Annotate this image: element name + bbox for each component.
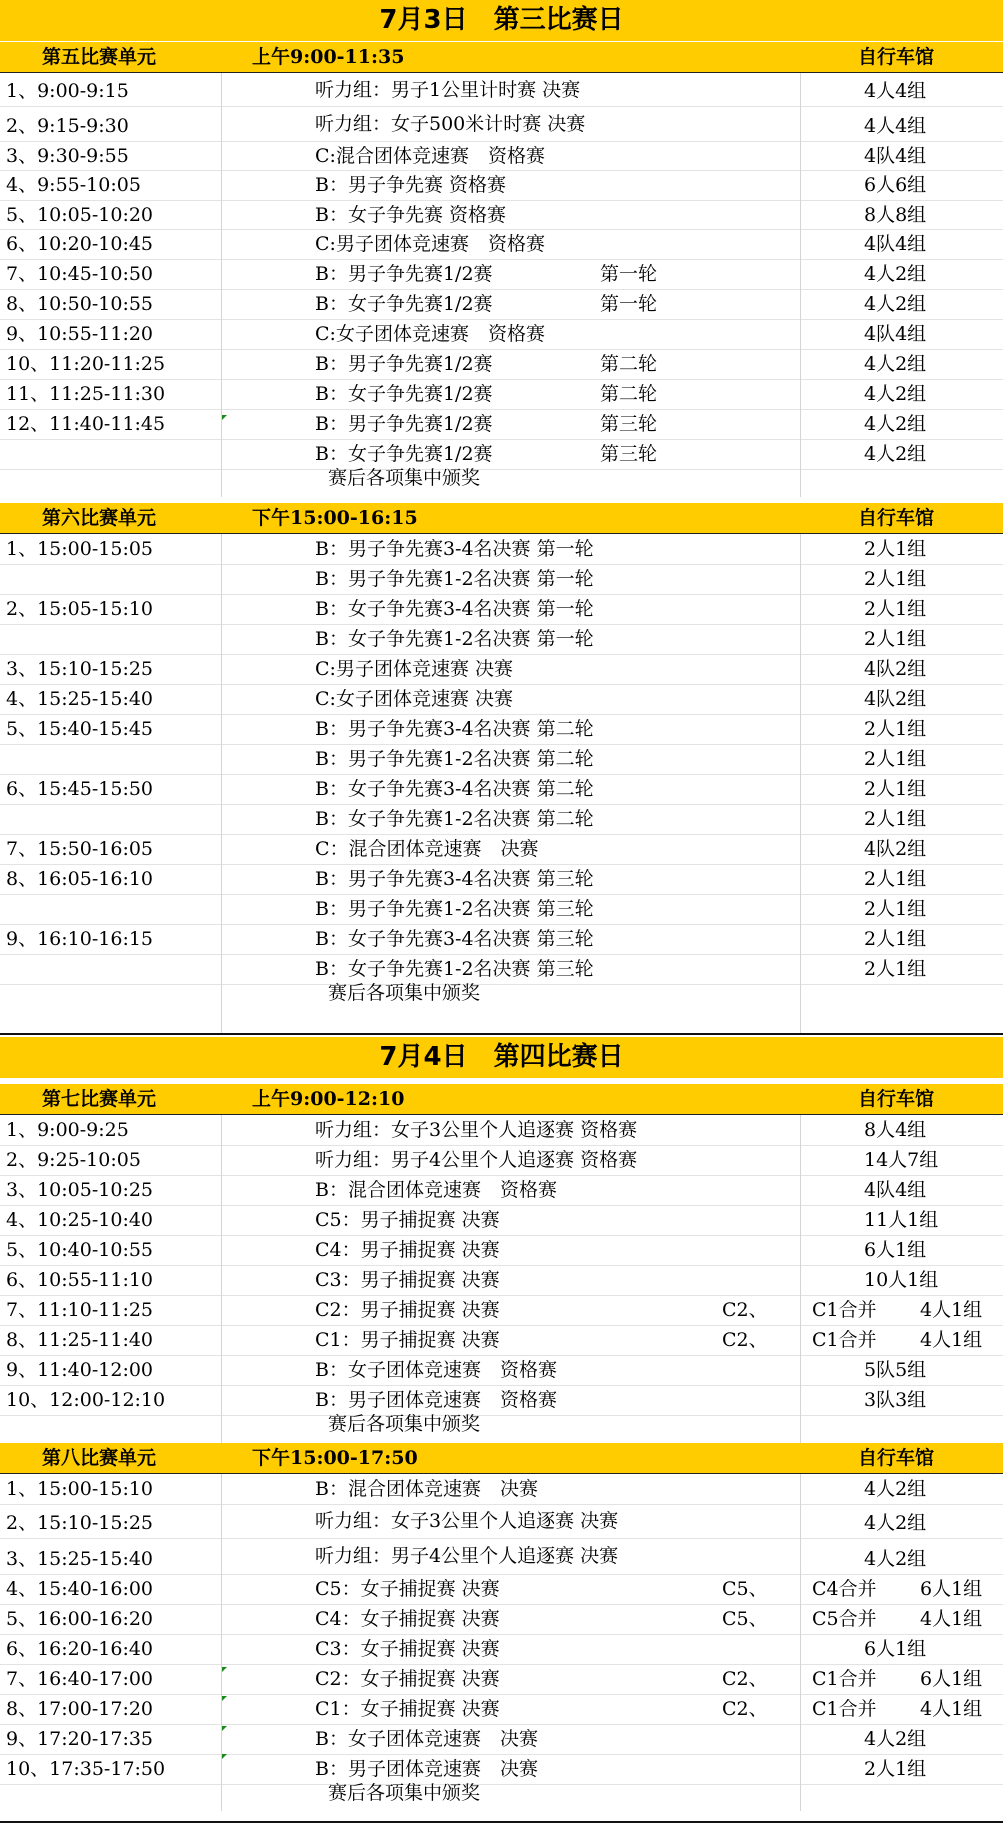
row-event: B：男子争先赛3-4名决赛 第一轮	[315, 538, 594, 560]
row-time: 12、11:40-11:45	[6, 413, 166, 435]
session-venue: 自行车馆	[858, 46, 935, 68]
row-groups: 4人1组	[920, 1299, 983, 1321]
row-event: 听力组：男子1公里计时赛 决赛	[315, 79, 581, 101]
award-note-row	[0, 1784, 1003, 1811]
row-groups: 8人8组	[864, 204, 927, 226]
column-divider	[221, 1474, 222, 1811]
session-name: 第七比赛单元	[42, 1088, 157, 1110]
row-time: 1、15:00-15:05	[6, 538, 154, 560]
row-event: B：女子团体竞速赛 资格赛	[315, 1359, 557, 1381]
row-event: C:女子团体竞速赛 资格赛	[315, 323, 545, 345]
row-groups: 4人2组	[864, 1548, 927, 1570]
schedule-row	[0, 1205, 1003, 1236]
schedule-row	[0, 954, 1003, 985]
row-time: 1、15:00-15:10	[6, 1478, 154, 1500]
schedule-row	[0, 1664, 1003, 1695]
row-time: 5、15:40-15:45	[6, 718, 154, 740]
row-round: 第二轮	[600, 353, 658, 375]
row-groups: 6人6组	[864, 174, 927, 196]
row-groups: 4人2组	[864, 353, 927, 375]
row-event: C:男子团体竞速赛 决赛	[315, 658, 513, 680]
row-time: 10、17:35-17:50	[6, 1758, 166, 1780]
schedule-row	[0, 624, 1003, 655]
row-time: 3、10:05-10:25	[6, 1179, 154, 1201]
row-time: 7、10:45-10:50	[6, 263, 154, 285]
row-groups: 2人1组	[864, 868, 927, 890]
row-groups: 2人1组	[864, 958, 927, 980]
row-time: 4、15:25-15:40	[6, 688, 154, 710]
row-time: 5、10:05-10:20	[6, 204, 154, 226]
row-time: 4、10:25-10:40	[6, 1209, 154, 1231]
row-groups: 2人1组	[864, 748, 927, 770]
schedule-row	[0, 1145, 1003, 1176]
row-time: 1、9:00-9:15	[6, 80, 129, 102]
row-time: 9、10:55-11:20	[6, 323, 154, 345]
schedule-row	[0, 1175, 1003, 1206]
session-venue: 自行车馆	[858, 1447, 935, 1469]
cell-comment-marker	[222, 1667, 227, 1672]
row-time: 6、10:55-11:10	[6, 1269, 154, 1291]
row-event: C4：男子捕捉赛 决赛	[315, 1239, 500, 1261]
schedule-row	[0, 1385, 1003, 1416]
row-groups: 6人1组	[920, 1668, 983, 1690]
schedule-row	[0, 1355, 1003, 1386]
row-time: 9、11:40-12:00	[6, 1359, 154, 1381]
column-divider	[800, 1115, 801, 1443]
row-time: 2、15:10-15:25	[6, 1512, 154, 1534]
schedule-row	[0, 379, 1003, 410]
row-merge-note: C2、	[722, 1698, 768, 1720]
row-groups: 10人1组	[864, 1269, 939, 1291]
row-event: B：男子争先赛1/2赛	[315, 413, 493, 435]
schedule-row	[0, 924, 1003, 955]
schedule-row	[0, 834, 1003, 865]
row-event: C:女子团体竞速赛 决赛	[315, 688, 513, 710]
session-time: 下午15:00-16:15	[252, 507, 418, 529]
row-groups: 2人1组	[864, 778, 927, 800]
award-note: 赛后各项集中颁奖	[328, 1413, 481, 1435]
session-header	[0, 1084, 1003, 1115]
row-event: B：男子争先赛1-2名决赛 第一轮	[315, 568, 594, 590]
cell-comment-marker	[222, 1696, 227, 1701]
row-merge-note: C1合并	[812, 1668, 877, 1690]
row-time: 3、15:10-15:25	[6, 658, 154, 680]
row-event: C1：女子捕捉赛 决赛	[315, 1698, 500, 1720]
row-time: 11、11:25-11:30	[6, 383, 166, 405]
row-groups: 2人1组	[864, 568, 927, 590]
row-event: 听力组：女子3公里个人追逐赛 资格赛	[315, 1119, 638, 1141]
row-event: C:男子团体竞速赛 资格赛	[315, 233, 545, 255]
session-header	[0, 42, 1003, 73]
row-groups: 4人1组	[920, 1608, 983, 1630]
row-time: 2、15:05-15:10	[6, 598, 154, 620]
schedule-row	[0, 1538, 1003, 1575]
row-event: B：女子争先赛 资格赛	[315, 204, 507, 226]
row-time: 7、16:40-17:00	[6, 1668, 154, 1690]
row-event: 听力组：男子4公里个人追逐赛 决赛	[315, 1545, 619, 1567]
row-merge-note: C1合并	[812, 1299, 877, 1321]
schedule-row	[0, 106, 1003, 142]
row-time: 8、10:50-10:55	[6, 293, 154, 315]
row-event: B：女子争先赛3-4名决赛 第一轮	[315, 598, 594, 620]
row-time: 3、9:30-9:55	[6, 145, 129, 167]
schedule-row	[0, 774, 1003, 805]
row-groups: 2人1组	[864, 808, 927, 830]
session-header	[0, 1443, 1003, 1474]
row-groups: 4人2组	[864, 1728, 927, 1750]
session-time: 下午15:00-17:50	[252, 1447, 418, 1469]
schedule-row	[0, 319, 1003, 350]
column-divider	[800, 73, 801, 497]
row-event: 听力组：女子3公里个人追逐赛 决赛	[315, 1510, 619, 1532]
row-time: 5、16:00-16:20	[6, 1608, 154, 1630]
row-event: B：混合团体竞速赛 决赛	[315, 1478, 538, 1500]
cell-comment-marker	[222, 415, 227, 420]
row-event: C5：女子捕捉赛 决赛	[315, 1578, 500, 1600]
row-time: 9、16:10-16:15	[6, 928, 154, 950]
schedule-row	[0, 894, 1003, 925]
cell-comment-marker	[222, 1726, 227, 1731]
row-round: 第一轮	[600, 293, 658, 315]
row-event: C3：女子捕捉赛 决赛	[315, 1638, 500, 1660]
row-event: B：女子争先赛1/2赛	[315, 293, 493, 315]
session-name: 第八比赛单元	[42, 1447, 157, 1469]
row-time: 4、9:55-10:05	[6, 174, 141, 196]
row-groups: 2人1组	[864, 628, 927, 650]
row-groups: 4队2组	[864, 688, 927, 710]
row-time: 5、10:40-10:55	[6, 1239, 154, 1261]
row-event: 听力组：男子4公里个人追逐赛 资格赛	[315, 1149, 638, 1171]
row-event: B：女子争先赛1-2名决赛 第一轮	[315, 628, 594, 650]
row-event: B：女子争先赛3-4名决赛 第二轮	[315, 778, 594, 800]
schedule-row	[0, 684, 1003, 715]
schedule-row	[0, 200, 1003, 230]
row-merge-note: C1合并	[812, 1329, 877, 1351]
schedule-row	[0, 73, 1003, 107]
session-venue: 自行车馆	[858, 507, 935, 529]
schedule-row	[0, 170, 1003, 201]
row-groups: 4队4组	[864, 1179, 927, 1201]
schedule-row	[0, 349, 1003, 380]
schedule-row	[0, 259, 1003, 290]
row-time: 8、11:25-11:40	[6, 1329, 154, 1351]
row-time: 4、15:40-16:00	[6, 1578, 154, 1600]
schedule-row	[0, 654, 1003, 685]
award-note: 赛后各项集中颁奖	[328, 982, 481, 1004]
award-note-row	[0, 984, 1003, 1035]
award-note: 赛后各项集中颁奖	[328, 1782, 481, 1804]
schedule-row	[0, 714, 1003, 745]
row-event: B：男子争先赛3-4名决赛 第二轮	[315, 718, 594, 740]
row-time: 8、17:00-17:20	[6, 1698, 154, 1720]
row-time: 10、11:20-11:25	[6, 353, 166, 375]
row-groups: 6人1组	[920, 1578, 983, 1600]
row-groups: 2人1组	[864, 598, 927, 620]
row-event: B：男子争先赛1-2名决赛 第三轮	[315, 898, 594, 920]
row-groups: 4人1组	[920, 1698, 983, 1720]
row-time: 2、9:25-10:05	[6, 1149, 141, 1171]
row-groups: 4队4组	[864, 323, 927, 345]
row-groups: 4人2组	[864, 1478, 927, 1500]
schedule-row	[0, 564, 1003, 595]
row-event: B：女子争先赛3-4名决赛 第三轮	[315, 928, 594, 950]
schedule-row	[0, 1325, 1003, 1356]
schedule-row	[0, 1754, 1003, 1785]
schedule-row	[0, 1574, 1003, 1605]
row-event: B：女子团体竞速赛 决赛	[315, 1728, 538, 1750]
session-venue: 自行车馆	[858, 1088, 935, 1110]
schedule-row	[0, 289, 1003, 320]
row-event: C：混合团体竞速赛 决赛	[315, 838, 539, 860]
schedule-row	[0, 1504, 1003, 1539]
row-merge-note: C2、	[722, 1329, 768, 1351]
row-round: 第二轮	[600, 383, 658, 405]
row-event: C2：男子捕捉赛 决赛	[315, 1299, 500, 1321]
row-groups: 4队4组	[864, 145, 927, 167]
row-merge-note: C5合并	[812, 1608, 877, 1630]
schedule-row	[0, 1474, 1003, 1505]
row-event: B：男子团体竞速赛 决赛	[315, 1758, 538, 1780]
row-groups: 4人2组	[864, 413, 927, 435]
row-event: B：女子争先赛1/2赛	[315, 383, 493, 405]
day-title: 7月4日 第四比赛日	[0, 1037, 1003, 1078]
schedule-row	[0, 409, 1003, 440]
row-time: 7、15:50-16:05	[6, 838, 154, 860]
row-event: B：男子争先赛1-2名决赛 第二轮	[315, 748, 594, 770]
schedule-row	[0, 1604, 1003, 1635]
row-groups: 4队2组	[864, 838, 927, 860]
row-groups: 4人2组	[864, 293, 927, 315]
schedule-row	[0, 1694, 1003, 1725]
schedule-row	[0, 439, 1003, 470]
row-event: C4：女子捕捉赛 决赛	[315, 1608, 500, 1630]
row-event: C5：男子捕捉赛 决赛	[315, 1209, 500, 1231]
row-event: B：女子争先赛1-2名决赛 第三轮	[315, 958, 594, 980]
row-groups: 4队4组	[864, 233, 927, 255]
row-time: 7、11:10-11:25	[6, 1299, 154, 1321]
session-name: 第六比赛单元	[42, 507, 157, 529]
schedule-row	[0, 1724, 1003, 1755]
row-groups: 4人4组	[864, 80, 927, 102]
row-merge-note: C1合并	[812, 1698, 877, 1720]
schedule-row	[0, 594, 1003, 625]
row-merge-note: C2、	[722, 1668, 768, 1690]
row-round: 第三轮	[600, 443, 658, 465]
row-time: 9、17:20-17:35	[6, 1728, 154, 1750]
day-title: 7月3日 第三比赛日	[0, 0, 1003, 41]
schedule-row	[0, 1115, 1003, 1146]
column-divider	[221, 73, 222, 497]
award-note-row	[0, 469, 1003, 497]
row-groups: 4人2组	[864, 1512, 927, 1534]
row-event: B：男子争先赛1/2赛	[315, 353, 493, 375]
row-groups: 14人7组	[864, 1149, 939, 1171]
row-event: C1：男子捕捉赛 决赛	[315, 1329, 500, 1351]
row-time: 8、16:05-16:10	[6, 868, 154, 890]
session-name: 第五比赛单元	[42, 46, 157, 68]
row-groups: 4人2组	[864, 383, 927, 405]
row-event: B：男子争先赛 资格赛	[315, 174, 507, 196]
row-time: 1、9:00-9:25	[6, 1119, 129, 1141]
award-note: 赛后各项集中颁奖	[328, 467, 481, 489]
schedule-row	[0, 229, 1003, 260]
day-separator	[0, 1033, 1003, 1035]
schedule-row	[0, 1235, 1003, 1266]
row-event: B：男子争先赛1/2赛	[315, 263, 493, 285]
row-time: 6、15:45-15:50	[6, 778, 154, 800]
row-event: B：男子团体竞速赛 资格赛	[315, 1389, 557, 1411]
row-merge-note: C2、	[722, 1299, 768, 1321]
row-merge-note: C5、	[722, 1608, 768, 1630]
row-time: 2、9:15-9:30	[6, 115, 129, 137]
row-groups: 4人4组	[864, 115, 927, 137]
row-groups: 2人1组	[864, 538, 927, 560]
row-round: 第三轮	[600, 413, 658, 435]
row-time: 10、12:00-12:10	[6, 1389, 166, 1411]
row-groups: 2人1组	[864, 718, 927, 740]
cell-comment-marker	[222, 1754, 227, 1759]
row-time: 3、15:25-15:40	[6, 1548, 154, 1570]
row-groups: 4人2组	[864, 263, 927, 285]
row-merge-note: C4合并	[812, 1578, 877, 1600]
row-event: B：混合团体竞速赛 资格赛	[315, 1179, 557, 1201]
row-groups: 6人1组	[864, 1239, 927, 1261]
session-time: 上午9:00-11:35	[252, 46, 405, 68]
row-time: 6、16:20-16:40	[6, 1638, 154, 1660]
row-groups: 4队2组	[864, 658, 927, 680]
schedule-row	[0, 864, 1003, 895]
row-event: C2：女子捕捉赛 决赛	[315, 1668, 500, 1690]
row-groups: 2人1组	[864, 898, 927, 920]
row-event: 听力组：女子500米计时赛 决赛	[315, 113, 586, 135]
column-divider	[800, 534, 801, 1035]
row-groups: 8人4组	[864, 1119, 927, 1141]
row-groups: 2人1组	[864, 928, 927, 950]
row-groups: 5队5组	[864, 1359, 927, 1381]
column-divider	[221, 1115, 222, 1443]
session-time: 上午9:00-12:10	[252, 1088, 405, 1110]
column-divider	[800, 1474, 801, 1811]
schedule-row	[0, 1295, 1003, 1326]
award-note-row	[0, 1415, 1003, 1443]
schedule-row	[0, 804, 1003, 835]
row-event: B：女子争先赛1/2赛	[315, 443, 493, 465]
row-time: 6、10:20-10:45	[6, 233, 154, 255]
row-groups: 3队3组	[864, 1389, 927, 1411]
row-groups: 2人1组	[864, 1758, 927, 1780]
row-groups: 11人1组	[864, 1209, 939, 1231]
schedule-row	[0, 141, 1003, 171]
row-groups: 4人1组	[920, 1329, 983, 1351]
row-groups: 4人2组	[864, 443, 927, 465]
row-event: B：男子争先赛3-4名决赛 第三轮	[315, 868, 594, 890]
schedule-row	[0, 1634, 1003, 1665]
row-merge-note: C5、	[722, 1578, 768, 1600]
column-divider	[221, 534, 222, 1035]
row-groups: 6人1组	[864, 1638, 927, 1660]
row-event: B：女子争先赛1-2名决赛 第二轮	[315, 808, 594, 830]
row-event: C:混合团体竞速赛 资格赛	[315, 145, 545, 167]
schedule-row	[0, 744, 1003, 775]
schedule-row	[0, 1265, 1003, 1296]
session-header	[0, 503, 1003, 534]
row-event: C3：男子捕捉赛 决赛	[315, 1269, 500, 1291]
schedule-row	[0, 534, 1003, 565]
row-round: 第一轮	[600, 263, 658, 285]
